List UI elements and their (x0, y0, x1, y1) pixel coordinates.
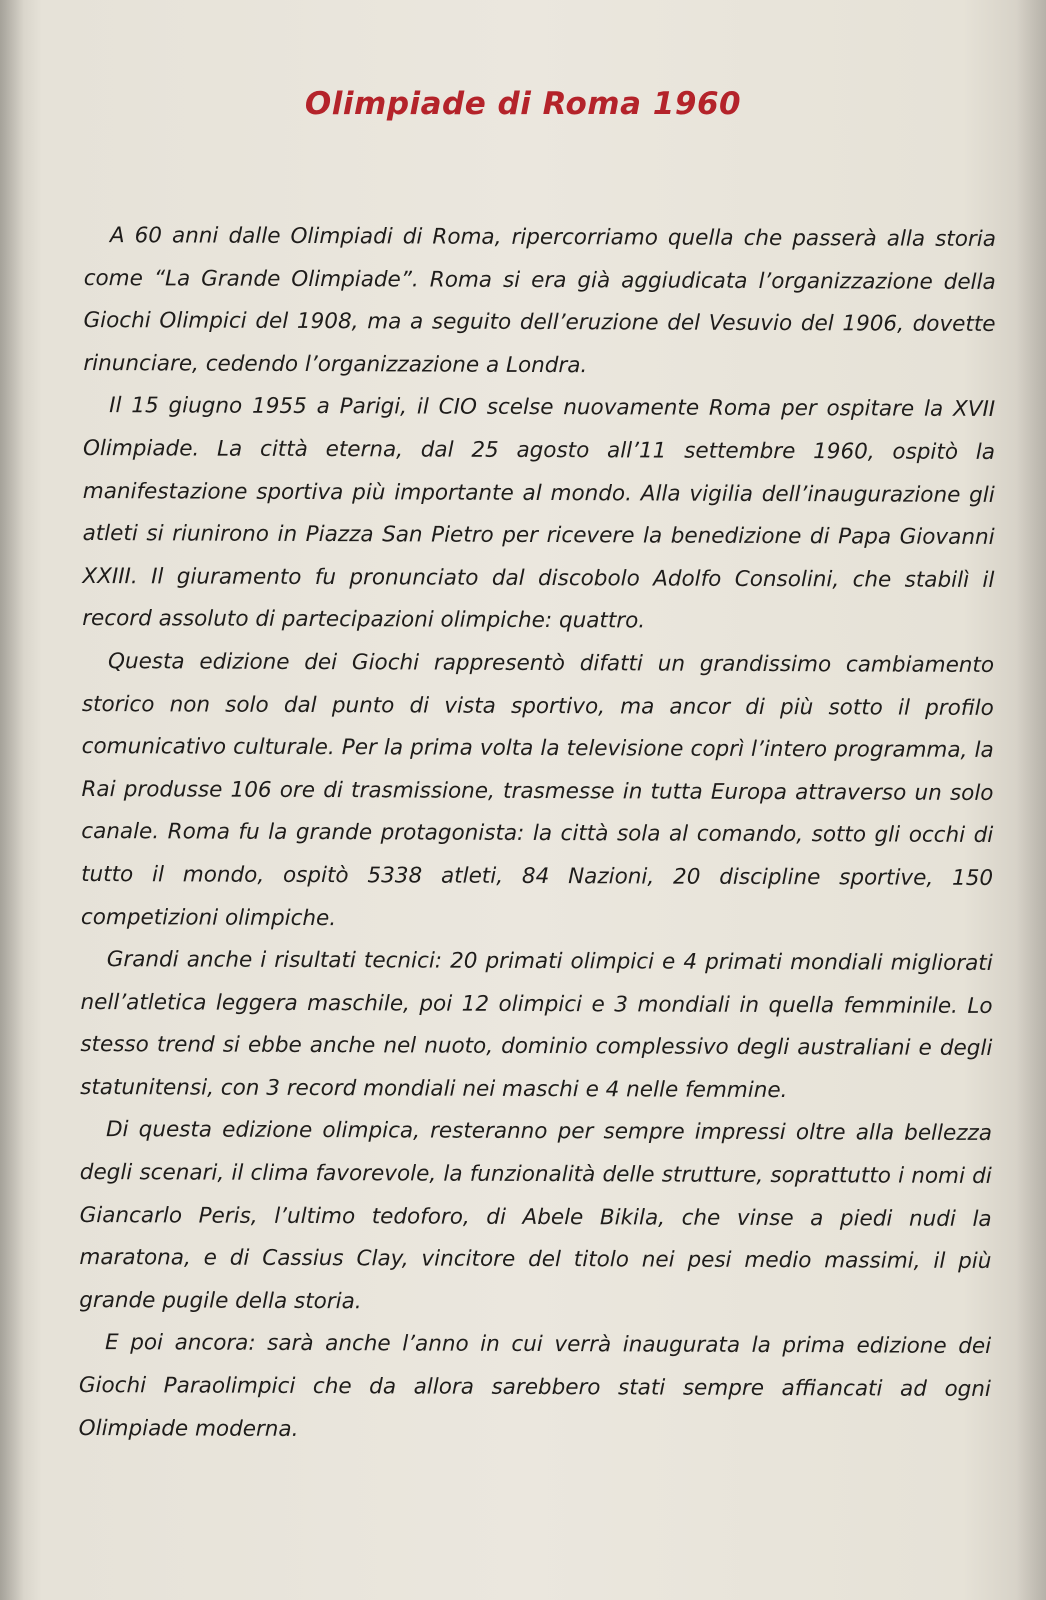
paragraph-3: Questa edizione dei Giochi rappresentò difatti un grandissimo cambiamento storico non solo dal punto di vista sportivo, ma ancor di più sotto il profilo comunicativo culturale. Per la prima volta la televisione coprì l’intero programma, la Rai produsse 106 ore di trasmissione, trasmesse in tutta Europa attraverso un solo canale. Roma fu la grande protagonista: la città sola al comando, sotto gli occhi di tutto il mondo, ospitò 5338 atleti, 84 Nazioni, 20 discipline sportive, 150 competizioni olimpiche. (80, 649, 995, 931)
article-body (79, 215, 996, 1454)
paragraph-2: Il 15 giugno 1955 a Parigi, il CIO scelse nuovamente Roma per ospitare la XVII Olimpiade. La città eterna, dal 25 agosto all’11 settembre 1960, ospitò la manifestazione sportiva più importante al mondo. Alla vigilia dell’inaugurazione gli atleti si riunirono in Piazza San Pietro per ricevere la benedizione di Papa Giovanni XXIII. Il giuramento fu pronunciato dal discobolo Adolfo Consolini, che stabilì il record assoluto di partecipazioni olimpiche: quattro. (82, 393, 996, 634)
paragraph-1: A 60 anni dalle Olimpiadi di Roma, ripercorriamo quella che passerà alla storia come “La Grande Olimpiade”. Roma si era già aggiudicata l’organizzazione della Giochi Olimpici del 1908, ma a seguito dell’eruzione del Vesuvio del 1906, dovette rinunciare, cedendo l’organizzazione a Londra. (83, 223, 996, 378)
paragraph-5: Di questa edizione olimpica, resteranno per sempre impressi oltre alla bellezza degli scenari, il clima favorevole, la funzionalità delle strutture, soprattutto i nomi di Giancarlo Peris, l’ultimo tedoforo, di Abele Bikila, che vinse a piedi nudi la maratona, e di Cassius Clay, vincitore del titolo nei pesi medio massimi, il più grande pugile della storia. (79, 1117, 993, 1315)
page-edge-shadow (1016, 0, 1046, 1600)
paragraph-6: E poi ancora: sarà anche l’anno in cui verrà inaugurata la prima edizione dei Giochi Paraolimpici che da allora sarebbero stati sempre affiancati ad ogni Olimpiade moderna. (78, 1330, 992, 1442)
paragraph-4: Grandi anche i risultati tecnici: 20 primati olimpici e 4 primati mondiali migliorati nell’atletica leggera maschile, poi 12 olimpici e 3 mondiali in quella femminile. Lo stesso trend si ebbe anche nel nuoto, dominio complessivo degli australiani e degli statunitensi, con 3 record mondiali nei maschi e 4 nelle femmine. (80, 947, 993, 1103)
page-title: Olimpiade di Roma 1960 (304, 86, 742, 122)
binding-shadow (0, 0, 24, 1600)
